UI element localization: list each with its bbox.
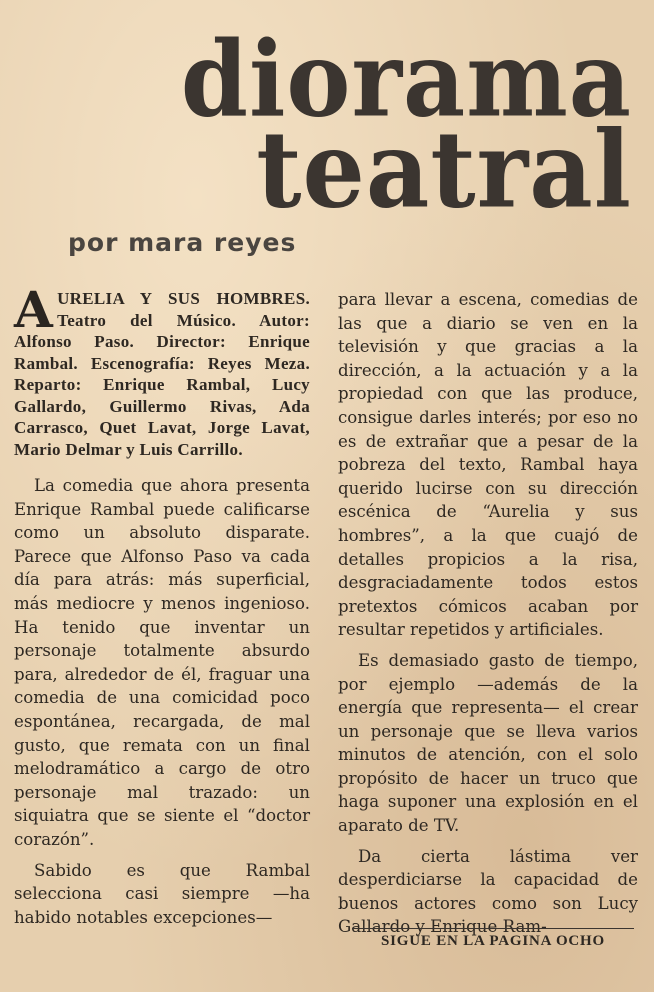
headline-line-2: teatral xyxy=(256,108,632,233)
paragraph: para llevar a escena, comedias de las que a diario se ven en la televisión y que gracias a la dirección, a la actuación y a la propiedad con que las produce, consigue darles interés; por eso no es de extrañar que a pesar de la pobreza del texto, Rambal haya querido lucirse con su dirección escénica de “Aurelia y sus hombres”, a la que cuajó de detalles propicios a la risa, desgraciadamente todos estos pretextos cómicos acaban por resultar repetidos y artificiales. xyxy=(338,290,638,640)
play-credits xyxy=(14,280,310,460)
article-column-right xyxy=(338,288,638,946)
drop-cap: A xyxy=(14,280,54,339)
byline: por mara reyes xyxy=(68,228,297,257)
paragraph: Sabido es que Rambal selecciona casi siempre —ha habido notables excepciones— xyxy=(14,860,310,927)
paragraph: Es demasiado gasto de tiempo, por ejemplo —además de la energía que representa— el crear un personaje que se lleva varios minutos de atención, con el solo propósito de hacer un truco que haga suponer una explosión en el aparato de TV. xyxy=(338,650,638,836)
paragraph: La comedia que ahora presenta Enrique Rambal puede calificarse como un absoluto disparate. Parece que Alfonso Paso va cada día para atrás: más superficial, más mediocre y menos ingenioso. Ha tenido que inventar un personaje totalmente absurdo para, alrededor de él, fraguar una comedia de una comicidad poco espontánea, recargada, de mal gusto, que remata con un final melodramático a cargo de otro personaje mal trazado: un siquiatra que se siente el “doctor corazón”. xyxy=(14,476,310,849)
headline-line-1: diorama xyxy=(180,18,632,141)
credits-text: URELIA Y SUS HOMBRES. Teatro del Músico. Autor: Alfonso Paso. Director: Enrique Rambal. Escenografía: Reyes Meza. Reparto: Enrique Rambal, Lucy Gallardo, Guillermo Rivas, Ada Carrasco, Quet Lavat, Jorge Lavat, Mario Delmar y Luis Carrillo. xyxy=(14,289,310,459)
paragraph: Da cierta lástima ver desperdiciarse la capacidad de buenos actores como son Lucy Gallardo y Enrique Ram- xyxy=(338,846,638,937)
continued-notice: SIGUE EN LA PAGINA OCHO xyxy=(352,928,634,950)
article-column-left xyxy=(14,280,310,936)
